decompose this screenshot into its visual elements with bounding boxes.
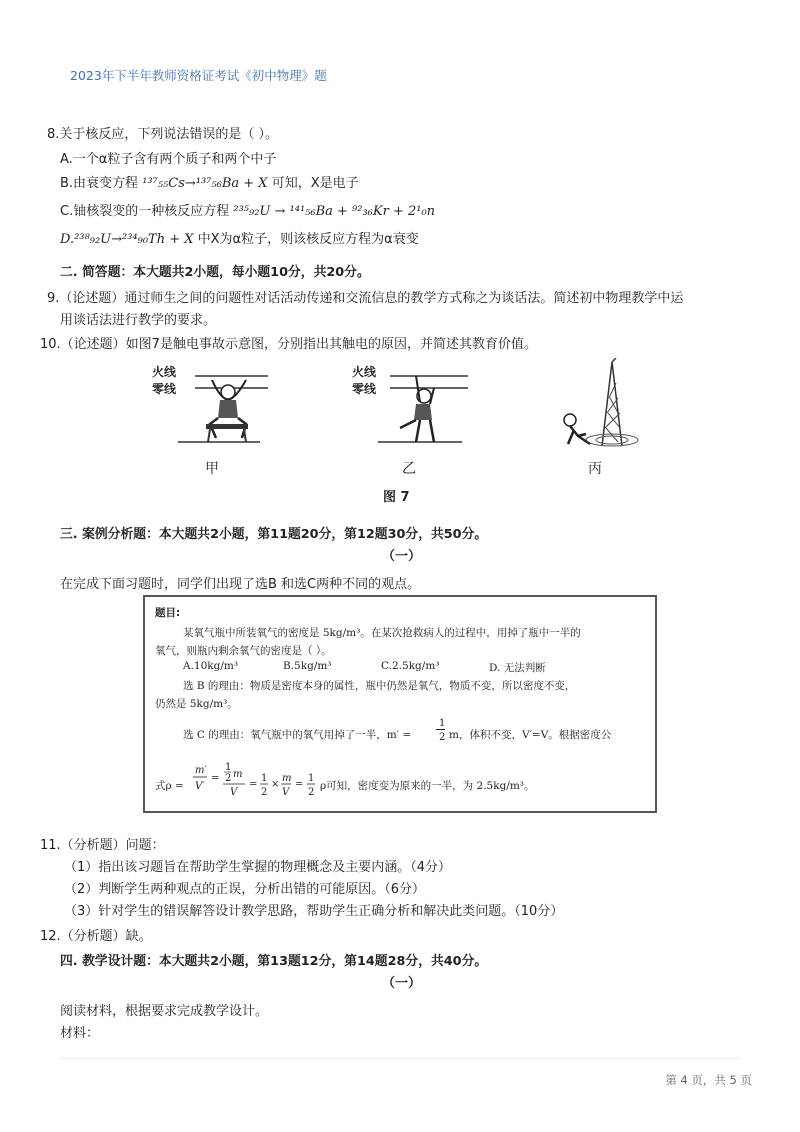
case-box-option-c: C.2.5kg/m³ [381, 660, 440, 672]
formula-two-2: 2 [308, 787, 315, 798]
figure-b-live-wire-label: 火线 [352, 365, 377, 379]
page-number: 第 4 页，共 5 页 [665, 1073, 752, 1087]
case-box-label: 题目: [155, 607, 181, 619]
case-box-line-6a: 选 C 的理由：氧气瓶中的氧气用掉了一半，m′ = [183, 729, 412, 741]
section-4-part-label: （一） [382, 976, 422, 991]
formula-m-1: m [233, 769, 243, 780]
case-box-line-7a: 式ρ = [155, 780, 184, 792]
formula-eq-2: = [249, 779, 258, 790]
q8-b-prefix: B.由衰变方程 [60, 176, 139, 191]
case-box-line-5: 仍然是 5kg/m³。 [155, 698, 238, 710]
formula-one-2: 1 [308, 773, 315, 784]
q8-option-a: A.一个α粒子含有两个质子和两个中子 [60, 152, 277, 167]
formula-two-1: 2 [261, 787, 268, 798]
formula-v-2: V [282, 787, 290, 798]
footer-divider [60, 1058, 740, 1059]
section-3-title: 三. 案例分析题：本大题共2小题，第11题20分，第12题30分，共50分。 [60, 527, 488, 542]
q8-d-suffix: 中X为α粒子，则该核反应方程为α衰变 [197, 232, 419, 247]
case-problem-box [143, 595, 657, 813]
q8-stem: 8.关于核反应，下列说法错误的是（ ）。 [47, 127, 279, 142]
q8-b-equation: ¹³⁷₅₅Cs→¹³⁷₅₆Ba + X [142, 176, 268, 191]
case-box-frac-half-num: 1 [439, 718, 446, 729]
q11-stem: 11.（分析题）问题： [40, 838, 165, 853]
case-box-line-4: 选 B 的理由：物质是密度本身的属性，瓶中仍然是氧气，物质不变，所以密度不变， [183, 680, 576, 692]
q12-stem: 12.（分析题）缺。 [40, 929, 152, 944]
formula-v-prime: V′ [195, 781, 205, 792]
figure-a-neutral-wire-label: 零线 [152, 382, 177, 396]
formula-m-prime: m′ [195, 765, 207, 776]
formula-eq-3: = [295, 779, 304, 790]
formula-half-2: 2 [225, 773, 232, 784]
case-box-option-a: A.10kg/m³ [183, 660, 239, 672]
case-box-line-6b: m，体积不变，V′=V。根据密度公 [449, 729, 612, 741]
figure-7-caption: 图 7 [383, 490, 410, 505]
q8-option-d [60, 228, 419, 247]
design-material-label: 材料： [60, 1026, 100, 1041]
formula-times: × [271, 779, 280, 790]
q10-stem: 10.（论述题）如图7是触电事故示意图，分别指出其触电的原因，并简述其教育价值。 [40, 337, 537, 352]
figure-a-label: 甲 [205, 461, 219, 477]
formula-eq-1: = [211, 773, 220, 784]
q11-sub-3: （3）针对学生的错误解答设计教学思路，帮助学生正确分析和解决此类问题。（10分） [64, 904, 564, 919]
case-box-option-d: D. 无法判断 [489, 662, 546, 674]
formula-v-1: V [230, 787, 238, 798]
figure-a-live-wire-label: 火线 [152, 365, 177, 379]
case-box-line-1: 某氧气瓶中所装氧气的密度是 5kg/m³。在某次抢救病人的过程中，用掉了瓶中一半的 [183, 627, 581, 639]
case-intro: 在完成下面习题时，同学们出现了选B 和选C两种不同的观点。 [60, 577, 421, 592]
q11-sub-2: （2）判断学生两种观点的正误，分析出错的可能原因。（6分） [64, 882, 426, 897]
q8-d-equation: D.²³⁸₉₂U→²³⁴₉₀Th + X [60, 232, 194, 247]
formula-m-2: m [282, 773, 292, 784]
case-box-line-7b: ρ可知，密度变为原来的一半，为 2.5kg/m³。 [320, 780, 535, 792]
figure-b-label: 乙 [402, 461, 416, 477]
case-box-line-2: 氧气，则瓶内剩余氧气的密度是（ ）。 [155, 645, 332, 657]
page-header-title: 2023年下半年教师资格证考试《初中物理》题 [70, 68, 327, 83]
design-instruction: 阅读材料，根据要求完成教学设计。 [60, 1004, 269, 1019]
q11-sub-1: （1）指出该习题旨在帮助学生掌握的物理概念及主要内涵。（4分） [64, 860, 452, 875]
q8-option-b [60, 172, 359, 191]
figure-c-drawing [550, 358, 660, 450]
case-box-option-b: B.5kg/m³ [283, 660, 332, 672]
section-2-title: 二. 简答题：本大题共2小题，每小题10分，共20分。 [60, 265, 370, 280]
q8-c-prefix: C.铀核裂变的一种核反应方程 [60, 204, 230, 219]
section-4-title: 四. 教学设计题：本大题共2小题，第13题12分，第14题28分，共40分。 [60, 954, 488, 969]
formula-half-1: 1 [225, 762, 232, 773]
figure-c-label: 丙 [588, 461, 602, 477]
figure-b-neutral-wire-label: 零线 [352, 382, 377, 396]
q9-line-1: 9.（论述题）通过师生之间的问题性对话活动传递和交流信息的教学方式称之为谈话法。简述初中物理教学中运 [47, 291, 684, 306]
q8-c-equation: ²³⁵₉₂U → ¹⁴¹₅₆Ba + ⁹²₃₆Kr + 2¹₀n [233, 204, 436, 219]
figure-7 [150, 358, 670, 508]
q8-b-suffix: 可知，X是电子 [271, 176, 359, 191]
formula-one-1: 1 [261, 773, 268, 784]
q8-option-c [60, 200, 435, 219]
q9-line-2: 用谈话法进行教学的要求。 [60, 313, 217, 328]
case-box-frac-half-bar [436, 729, 445, 730]
section-3-part-label: （一） [382, 549, 422, 564]
case-box-frac-half-den: 2 [439, 732, 446, 743]
